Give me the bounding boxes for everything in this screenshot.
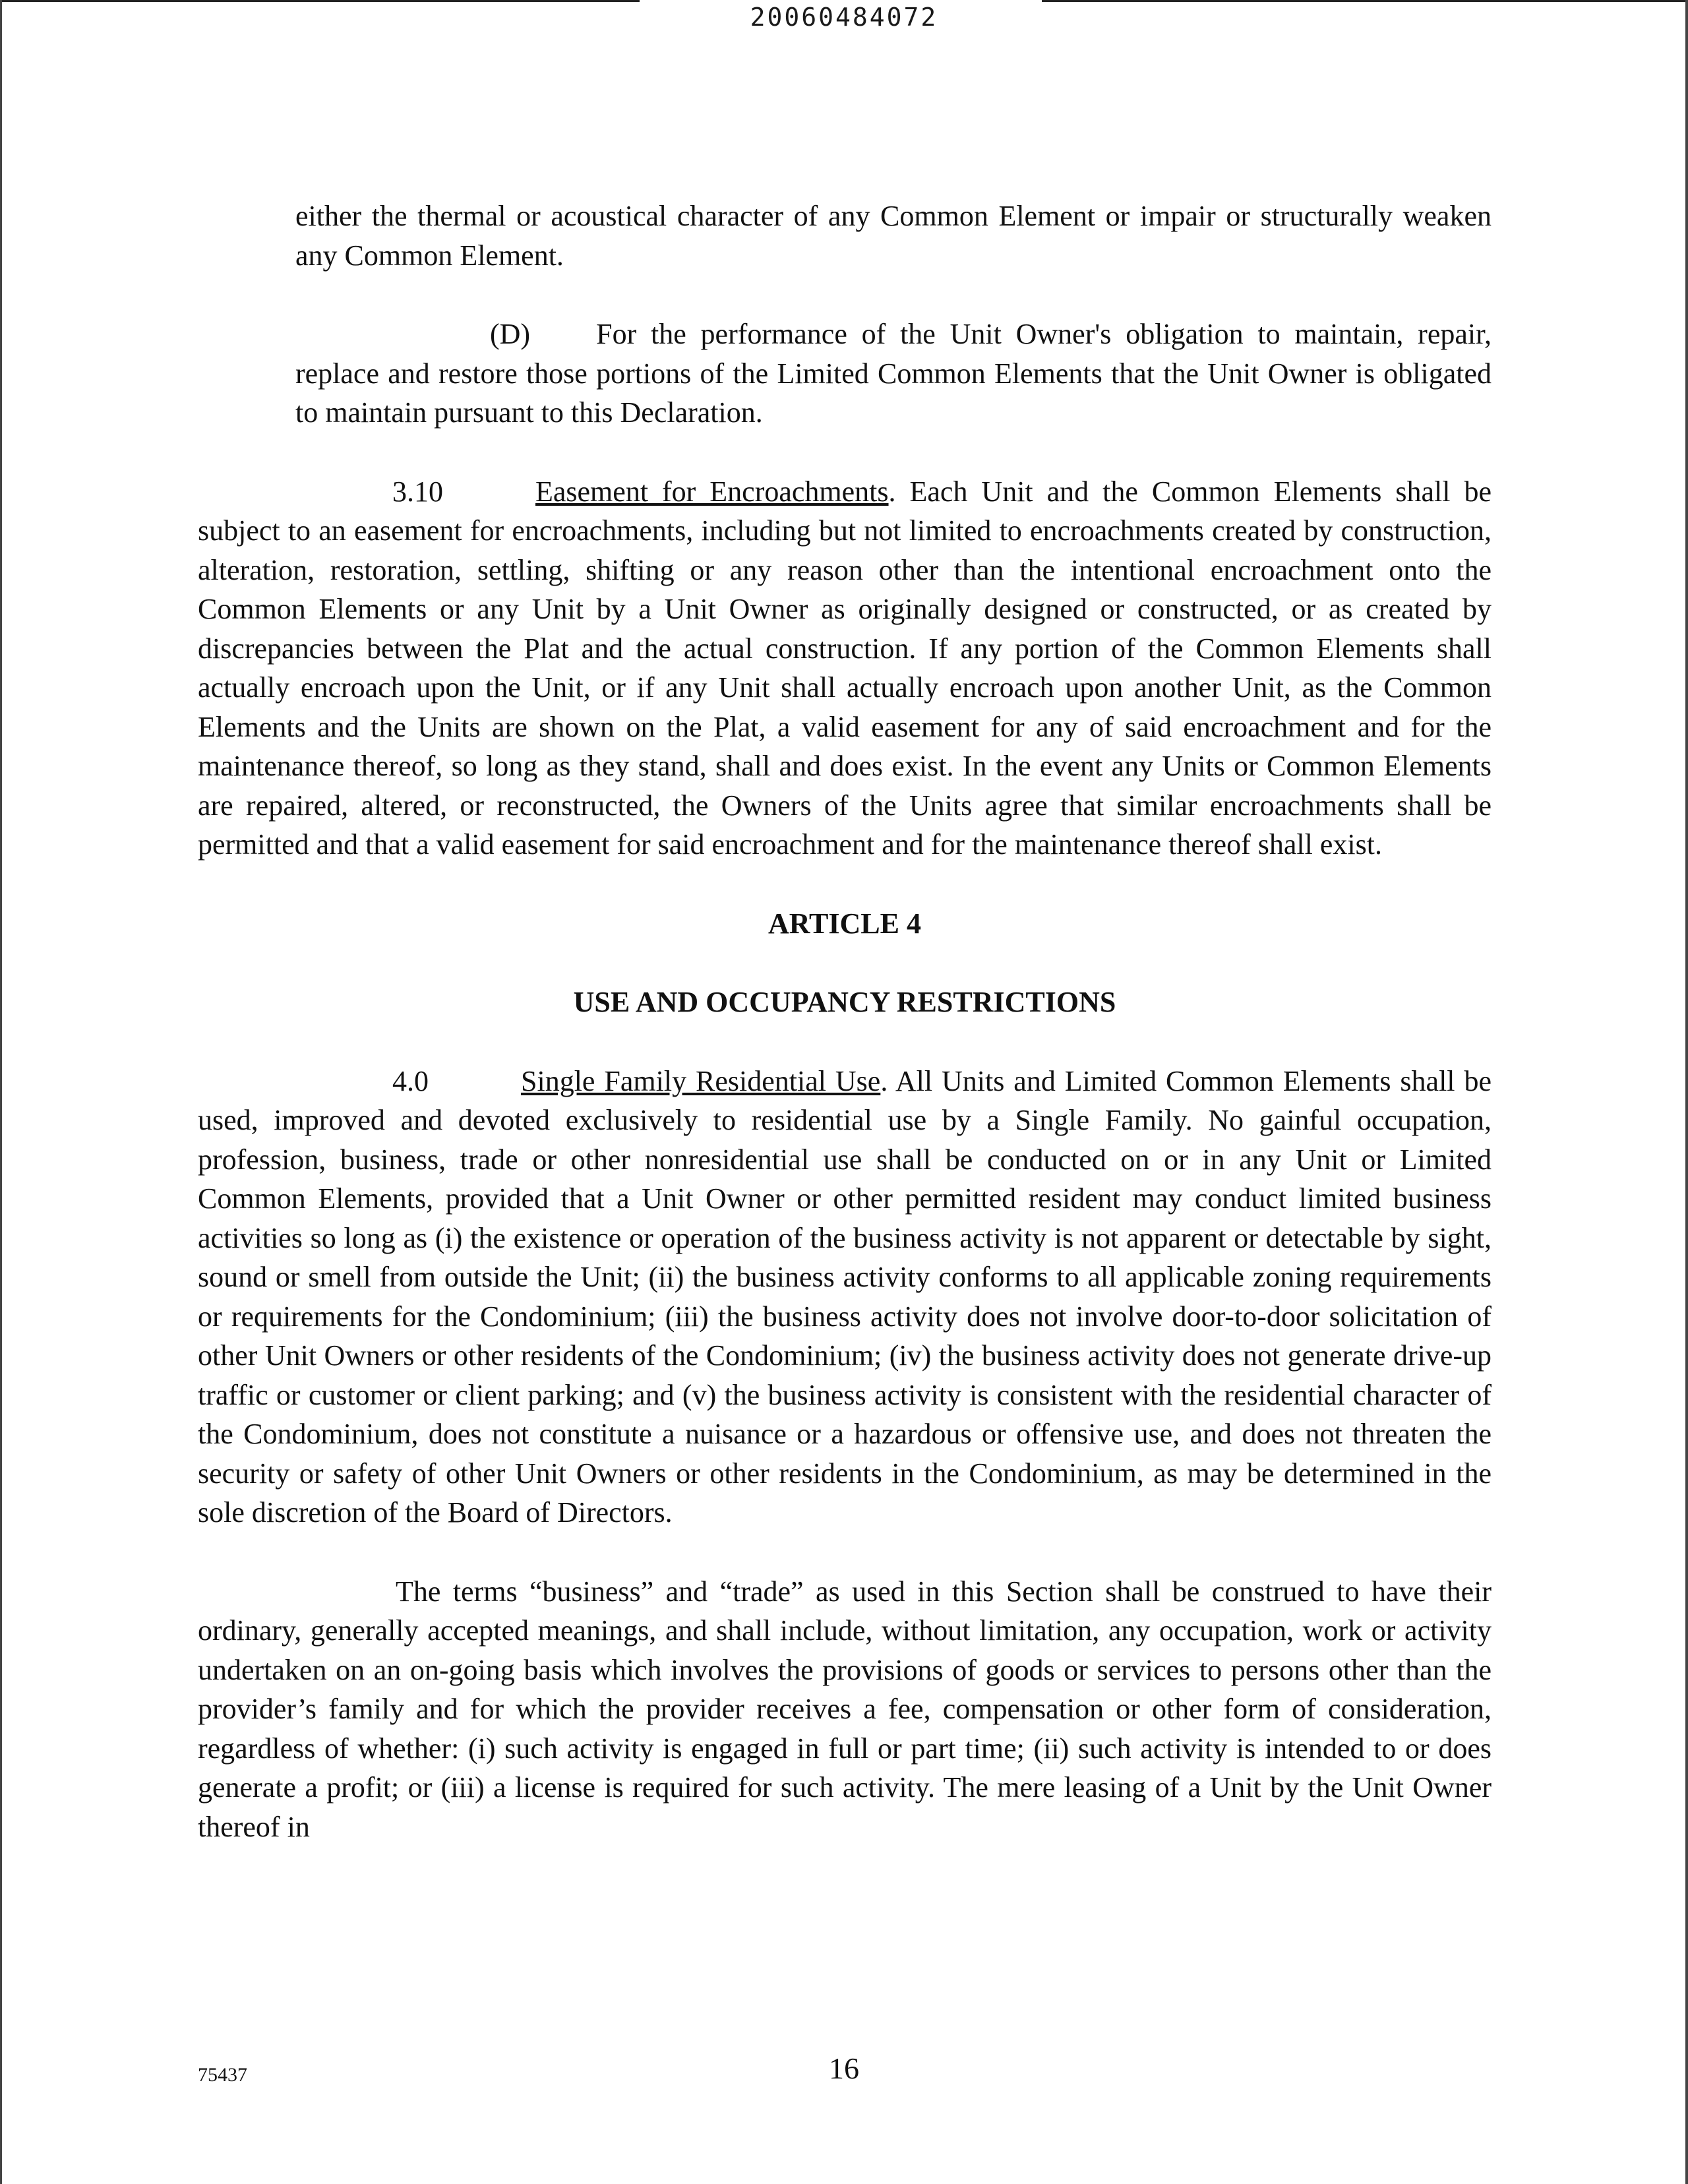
paragraph-d <box>295 315 1492 433</box>
paragraph-business-trade-text: The terms “business” and “trade” as used in this Section shall be construed to have their ordinary, generally accepted meanings, and shall include, without limitation, any occupation, work or activity undertaken on an on-going basis which involves the provisions of goods or services to persons other than the provider’s family and for which the provider receives a fee, compensation or other form of consideration, regardless of whether: (i) such activity is engaged in full or part time; (ii) such activity is intended to or does generate a profit; or (iii) a license is required for such activity. The mere leasing of a Unit by the Unit Owner thereof in <box>198 1575 1492 1843</box>
scan-top-border-right <box>1042 0 1688 2</box>
section-3-10-number: 3.10 <box>392 475 443 508</box>
section-4-0-title: Single Family Residential Use <box>521 1064 881 1097</box>
document-number: 20060484072 <box>750 3 938 32</box>
section-3-10 <box>198 472 1492 864</box>
scan-top-border-left <box>0 0 640 2</box>
article-title: USE AND OCCUPANCY RESTRICTIONS <box>573 986 1116 1018</box>
page-number: 16 <box>829 2051 859 2085</box>
section-3-10-title: Easement for Encroachments <box>535 475 889 508</box>
scan-left-edge <box>0 0 2 2184</box>
section-4-0-text: . All Units and Limited Common Elements shall be used, improved and devoted exclusively to residential use by a Single Family. No gainful occupation, profession, business, trade or other nonresidential use shall be conducted on or in any Unit or Limited Common Elements, provided that a Unit Owner or other permitted resident may conduct limited business activities so long as (i) the existence or operation of the business activity is not apparent or detectable by sight, sound or smell from outside the Unit; (ii) the business activity conforms to all applicable zoning requirements or requirements for the Condominium; (iii) the business activity does not involve door-to-door solicitation of other Unit Owners or other residents of the Condominium; (iv) the business activity does not generate drive-up traffic or customer or client parking; and (v) the business activity is consistent with the residential character of the Condominium, does not constitute a nuisance or a hazardous or offensive use, and does not threaten the security or safety of other Unit Owners or other residents in the Condominium, as may be determined in the sole discretion of the Board of Directors. <box>198 1064 1492 1529</box>
section-3-10-text: . Each Unit and the Common Elements shall be subject to an easement for encroachments, including but not limited to encroachments created by construction, alteration, restoration, settling, shifting or any reason other than the intentional encroachment onto the Common Elements or any Unit by a Unit Owner as originally designed or constructed, or as created by discrepancies between the Plat and the actual construction. If any portion of the Common Elements shall actually encroach upon the Unit, or if any Unit shall actually encroach upon another Unit, as the Common Elements and the Units are shown on the Plat, a valid easement for any of said encroachment and for the maintenance thereof, so long as they stand, shall and does exist. In the event any Units or Common Elements are repaired, altered, or reconstructed, the Owners of the Units agree that similar encroachments shall be permitted and that a valid easement for said encroachment and for the maintenance thereof shall exist. <box>198 475 1492 861</box>
paragraph-continuation: either the thermal or acoustical character of any Common Element or impair or structurally weaken any Common Element. <box>295 200 1492 272</box>
scan-right-edge <box>1685 0 1688 2184</box>
paragraph-d-text: For the performance of the Unit Owner's obligation to maintain, repair, replace and restore those portions of the Limited Common Elements that the Unit Owner is obligated to maintain pursuant to this Declaration. <box>295 318 1492 429</box>
footer-document-code: 75437 <box>198 2064 247 2086</box>
paragraph-business-trade <box>198 1572 1492 1847</box>
article-heading: ARTICLE 4 <box>768 907 921 940</box>
paragraph-d-label: (D) <box>490 318 531 350</box>
section-4-0-number: 4.0 <box>392 1064 429 1097</box>
page-body <box>198 197 1492 1846</box>
section-4-0 <box>198 1062 1492 1532</box>
